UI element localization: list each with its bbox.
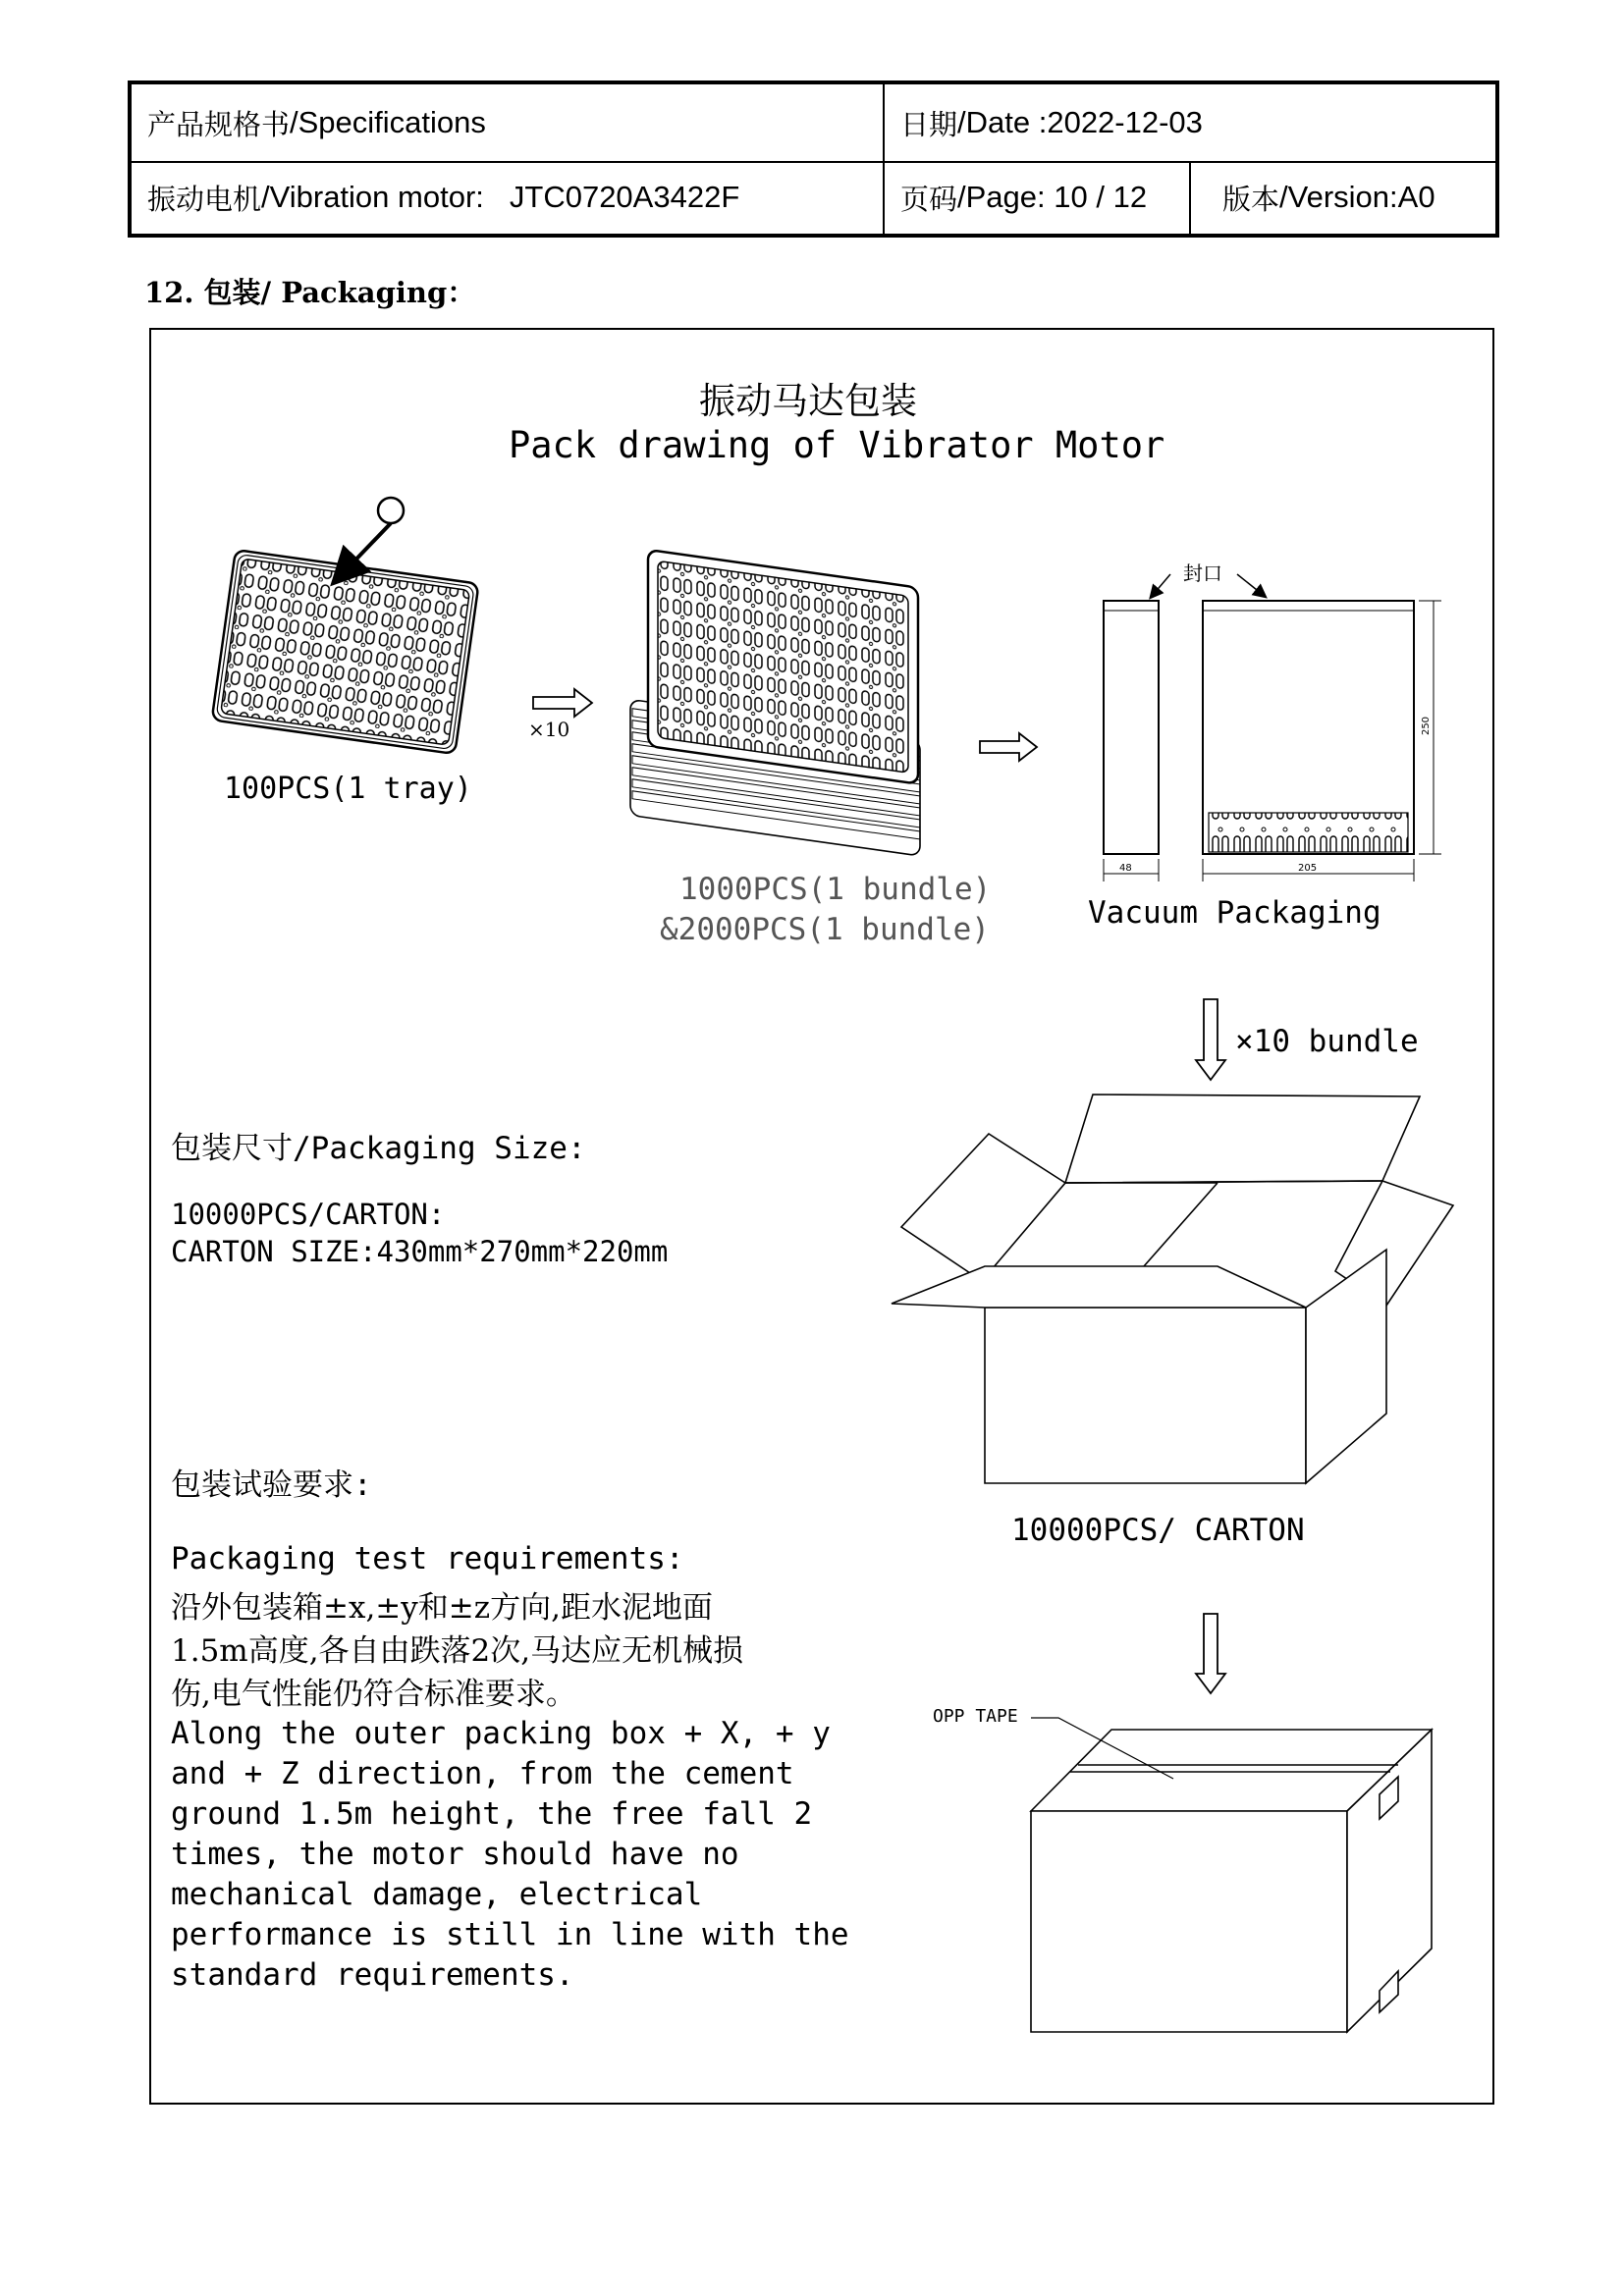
bundle-drawing (630, 547, 920, 855)
spec-title-cn: 产品规格书 (147, 107, 291, 141)
packaging-size-line2: CARTON SIZE:430mm*270mm*220mm (171, 1235, 669, 1268)
vacuum-label: Vacuum Packaging (1088, 895, 1381, 931)
test-en-line: and + Z direction, from the cement (171, 1756, 794, 1791)
motor-en: /Vibration motor: (261, 180, 484, 214)
packaging-size-heading: 包装尺寸/Packaging Size: (171, 1131, 586, 1166)
seal-label: 封口 (1183, 561, 1222, 585)
motor-cn: 振动电机 (147, 182, 262, 216)
test-cn-line: 1.5m高度,各自由跌落2次,马达应无机械损 (171, 1633, 744, 1669)
packaging-size-line1: 10000PCS/CARTON: (171, 1198, 446, 1231)
bundle-label-1: 1000PCS(1 bundle) (679, 872, 992, 907)
vacuum-package-drawing (1104, 574, 1441, 881)
drawing-title-cn: 振动马达包装 (699, 380, 917, 422)
bundle-multiplier: ×10 bundle (1235, 1024, 1419, 1059)
dim-depth-label: 48 (1119, 863, 1132, 874)
drawing-title-en: Pack drawing of Vibrator Motor (509, 424, 1165, 466)
page-en: /Page: 10 / 12 (957, 180, 1148, 214)
test-heading-cn: 包装试验要求: (171, 1468, 372, 1503)
test-en-line: performance is still in line with the (171, 1917, 849, 1952)
test-heading-en: Packaging test requirements: (171, 1541, 684, 1576)
motor-icon (378, 498, 404, 523)
dim-height-label: 250 (1421, 716, 1433, 736)
date-cn: 日期 (900, 107, 958, 141)
version-cn: 版本 (1222, 182, 1280, 216)
tray-label: 100PCS(1 tray) (224, 772, 472, 806)
test-en-line: Along the outer packing box + X, + y (171, 1716, 831, 1751)
test-en-line: ground 1.5m height, the free fall 2 (171, 1796, 813, 1832)
section-heading: 12. 包装/ Packaging： (144, 276, 476, 309)
spec-title-en: /Specifications (290, 105, 486, 139)
test-en-line: standard requirements. (171, 1957, 574, 1993)
test-cn-line: 伤,电气性能仍符合标准要求。 (171, 1677, 576, 1712)
arrow-right-icon (533, 689, 592, 717)
arrow-right-icon (980, 733, 1037, 761)
page-cn: 页码 (900, 182, 958, 216)
bundle-label-2: &2000PCS(1 bundle) (660, 912, 990, 947)
tray-drawing (212, 498, 479, 754)
dim-width-label: 205 (1298, 863, 1318, 874)
test-en-line: times, the motor should have no (171, 1837, 739, 1872)
opp-tape-label: OPP TAPE (933, 1706, 1018, 1727)
arrow-down-icon (1196, 1614, 1225, 1693)
sealed-carton-drawing (1031, 1718, 1432, 2032)
test-cn-line: 沿外包装箱±x,±y和±z方向,距水泥地面 (171, 1590, 713, 1626)
carton-label: 10000PCS/ CARTON (1011, 1513, 1305, 1548)
date-en: /Date :2022-12-03 (957, 105, 1203, 139)
model-number: JTC0720A3422F (509, 180, 740, 214)
test-en-line: mechanical damage, electrical (171, 1877, 703, 1912)
open-carton-drawing (892, 1095, 1453, 1483)
tray-multiplier: ×10 (528, 718, 570, 741)
version-en: /Version:A0 (1279, 180, 1435, 214)
arrow-down-icon (1196, 999, 1225, 1080)
